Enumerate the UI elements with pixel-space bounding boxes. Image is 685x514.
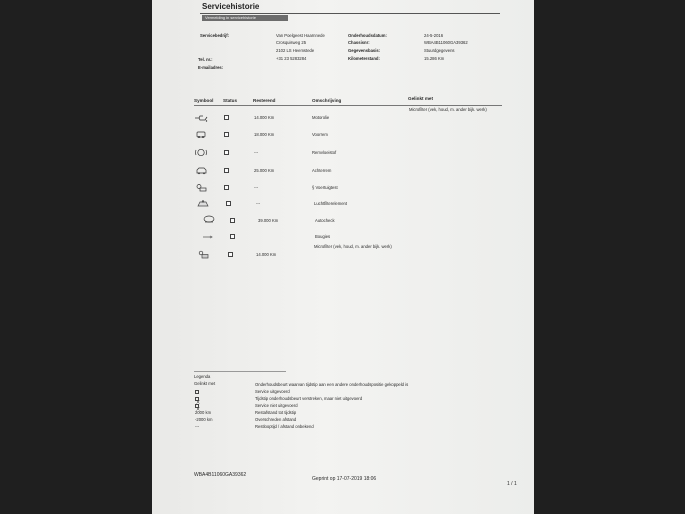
document-page	[152, 0, 534, 514]
header-resterend: Resterend	[253, 98, 276, 103]
gegevensbasis-label: Gegevensbasis:	[348, 48, 381, 53]
status-checkbox	[230, 234, 235, 239]
omschrijving-value: § Voertuigtest	[312, 185, 338, 190]
kilometerstand-label: Kilometerstand:	[348, 56, 380, 61]
resterend-value: ---	[254, 150, 259, 155]
status-checkbox	[224, 185, 229, 190]
onderhoudsdatum-value: 24-5-2016	[424, 33, 444, 38]
footer-vin: WBA4B11060GA39362	[194, 472, 247, 478]
inspection-icon	[194, 183, 208, 192]
omschrijving-value: Remvloeistof	[312, 150, 337, 155]
car-check-icon	[202, 215, 216, 224]
legend-desc: Overschreden afstand	[255, 417, 297, 422]
status-checkbox	[224, 168, 229, 173]
resterend-value: ---	[254, 185, 259, 190]
omschrijving-value: Bougies	[315, 234, 331, 239]
brake-fluid-icon	[194, 148, 208, 157]
resterend-value: 25.000 Km	[254, 168, 275, 173]
resterend-value: 14.000 Km	[254, 115, 275, 120]
header-symbool: Symbool	[194, 98, 214, 103]
air-filter-icon	[196, 199, 210, 208]
status-checkbox	[224, 115, 229, 120]
resterend-value: 14.000 Km	[256, 252, 277, 257]
omschrijving-value: Luchtfilterelement	[314, 201, 348, 206]
email-label: E-mailadres:	[198, 65, 224, 70]
legend-divider	[194, 371, 286, 372]
footer-printed: Geprint op 17-07-2019 18:06	[312, 476, 377, 482]
gelinkt-value: Microfilter (vek, houd, m. ander bijk. werk)	[409, 107, 487, 112]
legend-desc: Restlooptijd / afstand onbekend	[255, 424, 314, 429]
legend-key-minus-2000: -2000 km	[195, 417, 213, 422]
omschrijving-value: Achterrem	[312, 168, 332, 173]
empty-box-icon	[195, 404, 199, 408]
status-checkbox	[226, 201, 231, 206]
oil-can-icon	[194, 114, 208, 123]
status-checkbox	[230, 218, 235, 223]
header-omschrijving: Omschrijving	[312, 98, 342, 103]
servicebedrijf-line-3: 2102 LS Heemstede	[276, 48, 315, 53]
page-title: Servicehistorie	[202, 2, 260, 11]
table-header-divider	[194, 105, 502, 106]
microfilter-icon	[196, 250, 210, 259]
header-status: Status	[223, 98, 238, 103]
resterend-value: 39.000 Km	[258, 218, 279, 223]
subheading-text: Vermelding in servicehistorie	[205, 15, 256, 20]
spark-plug-icon	[200, 232, 214, 241]
servicebedrijf-line-4: +31 23 5283284	[276, 56, 307, 61]
servicebedrijf-label: Servicebedrijf:	[200, 33, 230, 38]
legend-desc: Service uitgevoerd	[255, 389, 290, 394]
omschrijving-value: Motorolie	[312, 115, 330, 120]
legend-key-gelinkt: Gelinkt met	[194, 381, 216, 386]
legend-desc: Tijdstip onderhoudsbeurt verstreken, maar niet uitgevoerd	[255, 396, 363, 401]
subheading-bar	[202, 15, 288, 21]
car-front-icon	[194, 130, 208, 139]
checked-box-icon	[195, 390, 199, 394]
resterend-value: ---	[256, 201, 261, 206]
status-checkbox	[224, 132, 229, 137]
legend-key-dashes: ---	[195, 424, 200, 429]
legend-desc: Onderhoudsbeurt waarvan tijdstip aan een andere onderhoudspositie gekoppeld is	[255, 382, 409, 387]
chassisnr-label: Chassisnr:	[348, 40, 370, 45]
page-number: 1 / 1	[507, 481, 517, 487]
legend-key-2000: 2000 km	[195, 410, 212, 415]
onderhoudsdatum-label: Onderhoudsdatum:	[348, 33, 387, 38]
header-gelinkt-met: Gelinkt met	[408, 96, 434, 101]
legend-desc: Restafstand tot tijdstip	[255, 410, 297, 415]
status-checkbox	[224, 150, 229, 155]
legend-desc: Service niet uitgevoerd	[255, 403, 298, 408]
chassisnr-value: WBA4B11060GA39362	[424, 40, 468, 45]
tel-label: Tel. nr.:	[198, 57, 213, 62]
title-divider	[200, 13, 500, 14]
gegevensbasis-value: Stuurdgegevens	[424, 48, 455, 53]
legend-title: Legenda	[194, 374, 211, 379]
kilometerstand-value: 15.286 Km	[424, 56, 445, 61]
car-rear-icon	[194, 166, 208, 175]
omschrijving-value: Voorrem	[312, 132, 328, 137]
status-checkbox	[228, 252, 233, 257]
omschrijving-value: Microfilter (vek, houd, m. ander bijk. werk)	[314, 244, 392, 249]
checked-box-icon	[195, 397, 199, 401]
servicebedrijf-line-2: Crosquisweg 25	[276, 40, 307, 45]
omschrijving-value: Autocheck	[315, 218, 335, 223]
servicebedrijf-line-1: Van Poelgeest Haarnnede	[276, 33, 325, 38]
resterend-value: 18.000 Km	[254, 132, 275, 137]
